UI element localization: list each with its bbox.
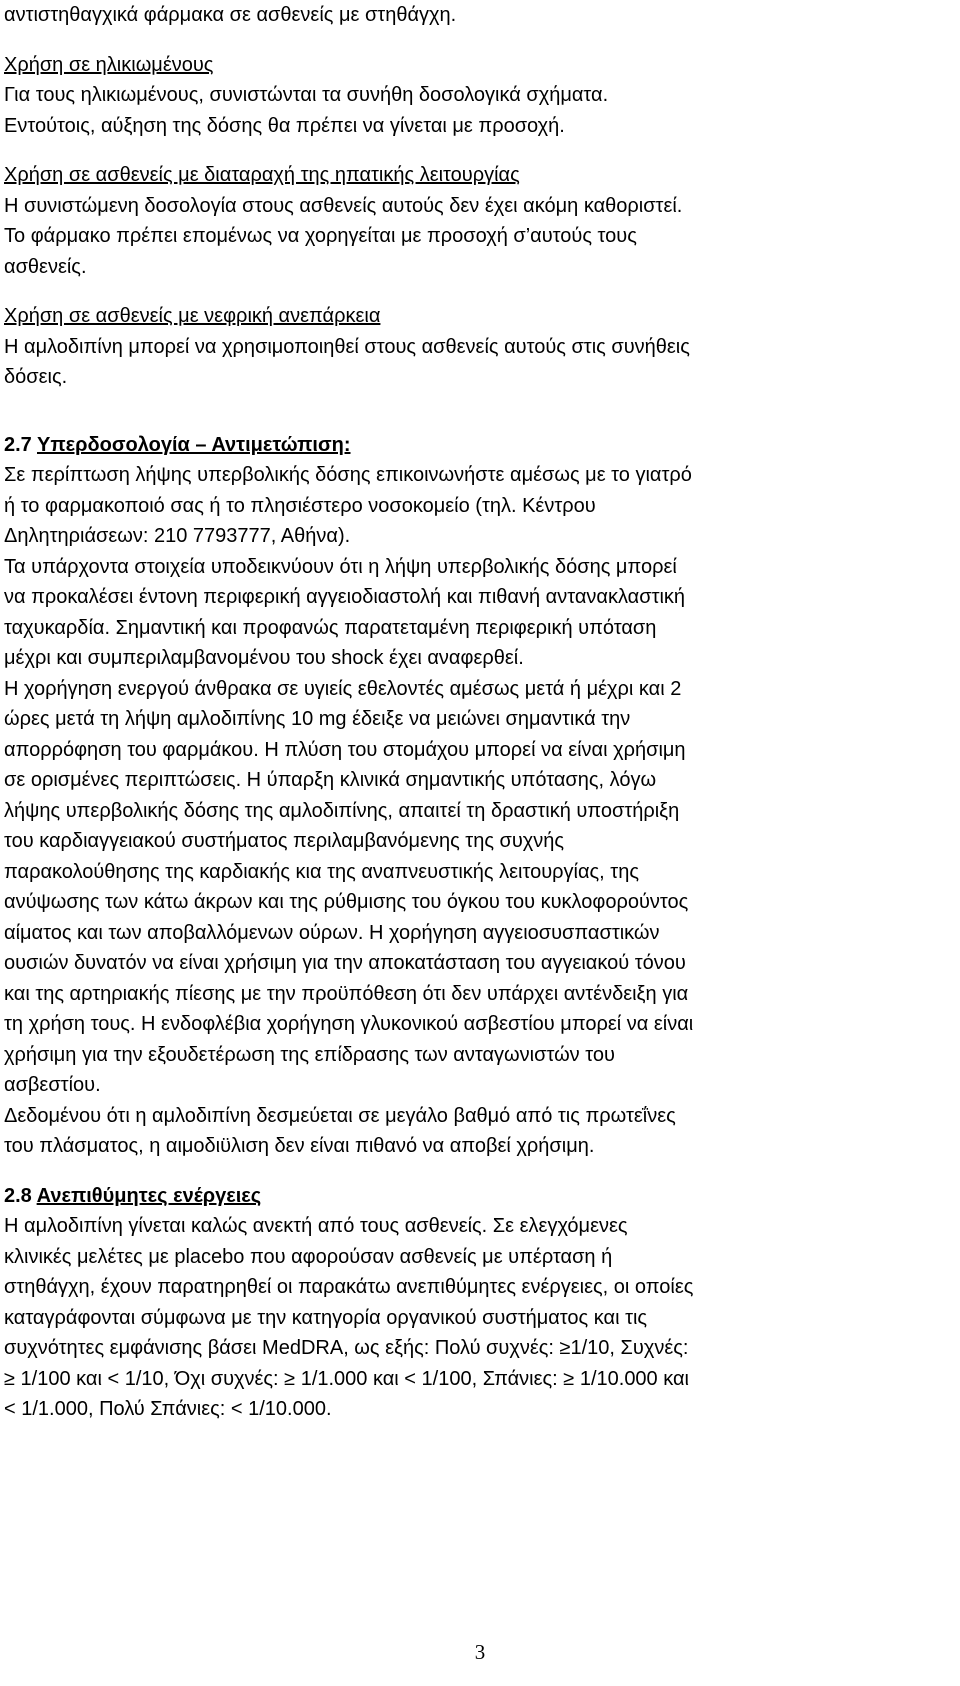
overdose-line: Δηλητηριάσεων: 210 7793777, Αθήνα). (4, 525, 351, 547)
hepatic-title: Χρήση σε ασθενείς με διαταραχή της ηπατικής λειτουργίας (4, 164, 520, 186)
overdose-line: ταχυκαρδία. Σημαντική και προφανώς παρατεταμένη περιφερική υπόταση (4, 616, 657, 639)
overdose-line: ώρες μετά τη λήψη αμλοδιπίνης 10 mg έδειξε να μειώνει σημαντικά την (4, 708, 631, 730)
overdose-line: του καρδιαγγειακού συστήματος περιλαμβανόμενης της συχνής (4, 830, 565, 852)
intro-line: αντιστηθαγχικά φάρμακα σε ασθενείς με στηθάγχη. (4, 4, 457, 26)
hepatic-line-3: ασθενείς. (4, 255, 87, 278)
adverse-line: στηθάγχη, έχουν παρατηρηθεί οι παρακάτω ανεπιθύμητες ενέργειες, οι οποίες (4, 1276, 694, 1298)
adverse-line: καταγράφονται σύμφωνα με την κατηγορία οργανικού συστήματος και τις (4, 1306, 648, 1329)
renal-title: Χρήση σε ασθενείς με νεφρική ανεπάρκεια (4, 305, 381, 327)
overdose-title: Υπερδοσολογία – Αντιμετώπιση: (37, 433, 351, 456)
renal-line-2: δόσεις. (4, 366, 68, 388)
overdose-line: να προκαλέσει έντονη περιφερική αγγειοδιαστολή και πιθανή αντανακλαστική (4, 586, 686, 608)
adverse-line: ≥ 1/100 και < 1/10, Όχι συχνές: ≥ 1/1.000 και < 1/100, Σπάνιες: ≥ 1/10.000 και (4, 1367, 689, 1390)
adverse-line: < 1/1.000, Πολύ Σπάνιες: < 1/10.000. (4, 1398, 332, 1420)
overdose-line: ουσιών δυνατόν να είναι χρήσιμη για την αποκατάσταση του αγγειακού τόνου (4, 952, 686, 974)
adverse-number: 2.8 (4, 1184, 37, 1207)
section-elderly (4, 50, 956, 142)
renal-line-1: Η αμλοδιπίνη μπορεί να χρησιμοποιηθεί στους ασθενείς αυτούς στις συνήθεις (4, 335, 690, 358)
overdose-line: μέχρι και συμπεριλαμβανομένου του shock έχει αναφερθεί. (4, 647, 524, 669)
elderly-line-1: Για τους ηλικιωμένους, συνιστώνται τα συνήθη δοσολογικά σχήματα. (4, 84, 609, 106)
overdose-line: σε ορισμένες περιπτώσεις. Η ύπαρξη κλινικά σημαντικής υπότασης, λόγω (4, 769, 657, 791)
section-overdose (4, 430, 956, 1162)
hepatic-line-1: Η συνιστώμενη δοσολογία στους ασθενείς αυτούς δεν έχει ακόμη καθοριστεί. (4, 194, 683, 217)
overdose-number: 2.7 (4, 433, 37, 456)
overdose-line: τη χρήση τους. Η ενδοφλέβια χορήγηση γλυκονικού ασβεστίου μπορεί να είναι (4, 1013, 694, 1035)
adverse-title: Ανεπιθύμητες ενέργειες (36, 1184, 262, 1207)
overdose-line: Σε περίπτωση λήψης υπερβολικής δόσης επικοινωνήστε αμέσως με το γιατρό (4, 464, 692, 486)
overdose-line: του πλάσματος, η αιμοδιϋλιση δεν είναι πιθανό να αποβεί χρήσιμη. (4, 1135, 595, 1157)
overdose-line: χρήσιμη για την εξουδετέρωση της επίδρασης των ανταγωνιστών του (4, 1043, 615, 1066)
adverse-line: Η αμλοδιπίνη γίνεται καλώς ανεκτή από τους ασθενείς. Σε ελεγχόμενες (4, 1215, 628, 1237)
overdose-line: λήψης υπερβολικής δόσης της αμλοδιπίνης, απαιτεί τη δραστική υποστήριξη (4, 799, 680, 822)
adverse-line: συχνότητες εμφάνισης βάσει MedDRA, ως εξής: Πολύ συχνές: ≥1/10, Συχνές: (4, 1337, 689, 1359)
overdose-line: Η χορήγηση ενεργού άνθρακα σε υγιείς εθελοντές αμέσως μετά ή μέχρι και 2 (4, 677, 682, 700)
adverse-line: κλινικές μελέτες με placebo που αφορούσαν ασθενείς με υπέρταση ή (4, 1245, 613, 1268)
page-number: 3 (474, 1640, 486, 1664)
hepatic-line-2: Το φάρμακο πρέπει επομένως να χορηγείται με προσοχή σ’αυτούς τους (4, 225, 637, 247)
overdose-line: ή το φαρμακοποιό σας ή το πλησιέστερο νοσοκομείο (τηλ. Κέντρου (4, 494, 596, 517)
overdose-line: ανύψωσης των κάτω άκρων και της ρύθμισης του όγκου του κυκλοφορούντος (4, 891, 689, 913)
document-page (4, 0, 956, 1425)
overdose-line: Δεδομένου ότι η αμλοδιπίνη δεσμεύεται σε μεγάλο βαθμό από τις πρωτεΐνες (4, 1104, 676, 1127)
section-adverse-effects (4, 1181, 956, 1425)
overdose-line: ασβεστίου. (4, 1074, 101, 1096)
elderly-line-2: Εντούτοις, αύξηση της δόσης θα πρέπει να γίνεται με προσοχή. (4, 114, 565, 137)
section-renal (4, 301, 956, 393)
overdose-heading (4, 430, 956, 461)
overdose-line: και της αρτηριακής πίεσης με την προϋπόθεση ότι δεν υπάρχει αντένδειξη για (4, 982, 689, 1005)
adverse-heading (4, 1181, 956, 1212)
elderly-title: Χρήση σε ηλικιωμένους (4, 53, 214, 76)
section-hepatic (4, 160, 956, 282)
overdose-line: απορρόφηση του φαρμάκου. Η πλύση του στομάχου μπορεί να είναι χρήσιμη (4, 738, 686, 761)
overdose-line: αίματος και των αποβαλλόμενων ούρων. Η χορήγηση αγγειοσυσπαστικών (4, 921, 660, 944)
overdose-line: παρακολούθησης της καρδιακής κια της αναπνευστικής λειτουργίας, της (4, 860, 639, 883)
overdose-line: Τα υπάρχοντα στοιχεία υποδεικνύουν ότι η λήψη υπερβολικής δόσης μπορεί (4, 555, 677, 578)
